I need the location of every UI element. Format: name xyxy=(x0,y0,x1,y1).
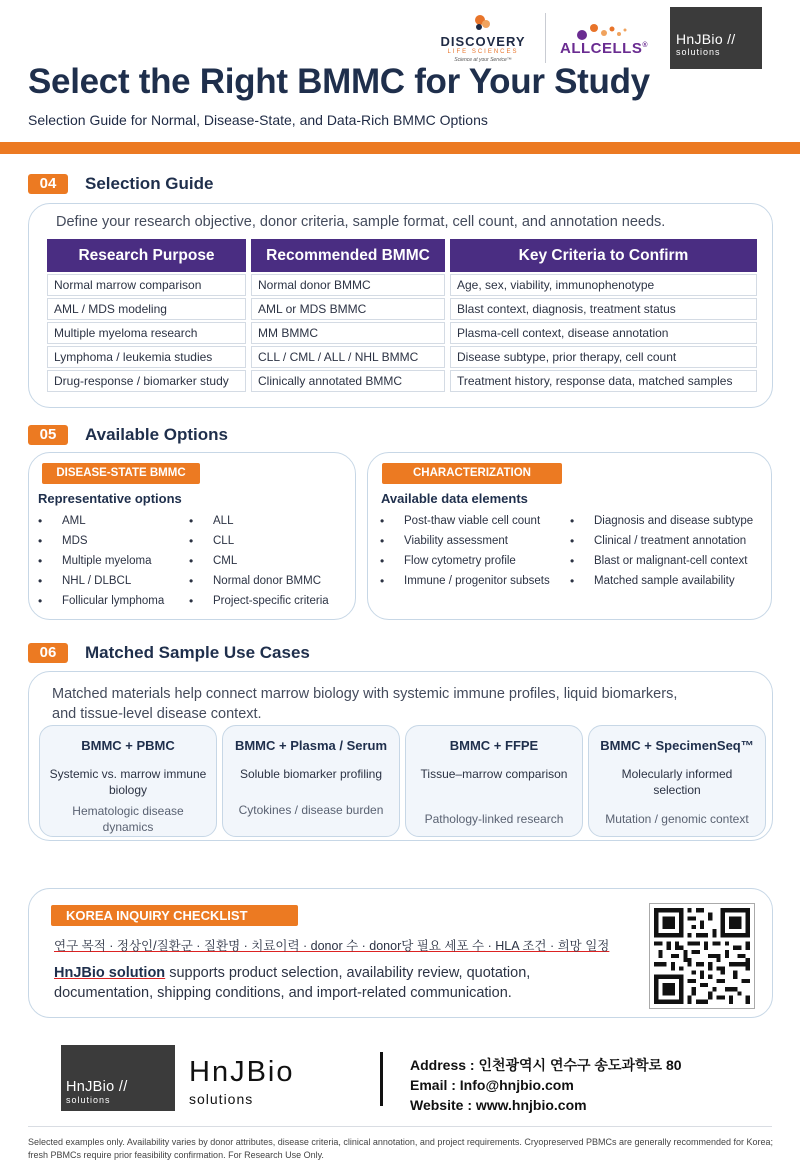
disease-state-panel xyxy=(28,452,356,620)
checklist-description: HnJBio solution supports product selection, availability review, quotation, documentation, shipping conditions, and import-related communication. xyxy=(54,965,531,1001)
table-cell: Multiple myeloma research xyxy=(47,322,246,344)
section-number: 04 xyxy=(28,174,68,194)
table-header: Key Criteria to Confirm xyxy=(450,239,757,272)
guide-table xyxy=(47,239,757,392)
allcells-logo xyxy=(560,13,656,63)
table-cell: AML / MDS modeling xyxy=(47,298,246,320)
section-number: 06 xyxy=(28,643,68,663)
use-cases-panel xyxy=(28,671,773,841)
table-cell: Age, sex, viability, immunophenotype xyxy=(450,274,757,296)
checklist-badge: KOREA INQUIRY CHECKLIST xyxy=(51,905,298,926)
table-cell: Treatment history, response data, matched samples xyxy=(450,370,757,392)
column-recommended-bmmc xyxy=(251,239,445,392)
discovery-logo: DISCOVERY LIFE SCIENCES Science at your Service™ xyxy=(433,14,533,63)
column-key-criteria xyxy=(450,239,757,392)
table-cell: Lymphoma / leukemia studies xyxy=(47,346,246,368)
section-title: Available Options xyxy=(85,425,228,444)
discovery-mark-icon xyxy=(471,14,495,32)
use-case-title: BMMC + Plasma / Serum xyxy=(234,738,388,753)
characterization-list-right xyxy=(570,515,753,595)
column-research-purpose xyxy=(47,239,246,392)
section-title: Selection Guide xyxy=(85,174,214,193)
disease-state-subtitle: Representative options xyxy=(38,491,182,506)
table-cell: Normal donor BMMC xyxy=(251,274,445,296)
list-item: • CML xyxy=(189,555,329,575)
footer-brand: HnJBio solutions xyxy=(189,1056,295,1107)
list-item: • Multiple myeloma xyxy=(38,555,164,575)
use-case-card-ffpe xyxy=(405,725,583,837)
use-case-primary: Molecularly informed selection xyxy=(621,767,733,797)
table-header: Recommended BMMC xyxy=(251,239,445,272)
characterization-list-left xyxy=(380,515,550,595)
disease-list-right xyxy=(189,515,329,615)
logo-divider xyxy=(545,13,546,63)
list-item: • Diagnosis and disease subtype xyxy=(570,515,753,535)
use-case-title: BMMC + SpecimenSeq™ xyxy=(600,738,754,753)
list-item: • CLL xyxy=(189,535,329,555)
list-item: • AML xyxy=(38,515,164,535)
list-item: • Normal donor BMMC xyxy=(189,575,329,595)
use-case-title: BMMC + FFPE xyxy=(449,738,539,753)
section-header-use-cases xyxy=(28,643,310,663)
list-item: • Flow cytometry profile xyxy=(380,555,550,575)
table-cell: Blast context, diagnosis, treatment status xyxy=(450,298,757,320)
table-cell: Plasma-cell context, disease annotation xyxy=(450,322,757,344)
table-cell: AML or MDS BMMC xyxy=(251,298,445,320)
table-cell: Drug-response / biomarker study xyxy=(47,370,246,392)
use-case-secondary: Pathology-linked research xyxy=(424,812,564,826)
list-item: • Post-thaw viable cell count xyxy=(380,515,550,535)
guide-intro: Define your research objective, donor criteria, sample format, cell count, and annotation needs. xyxy=(56,214,666,230)
table-cell: MM BMMC xyxy=(251,322,445,344)
page-title: Select the Right BMMC for Your Study xyxy=(28,62,650,101)
use-case-primary: Soluble biomarker profiling xyxy=(239,767,383,781)
section-header-guide xyxy=(28,174,213,194)
table-cell: Disease subtype, prior therapy, cell count xyxy=(450,346,757,368)
list-item: • NHL / DLBCL xyxy=(38,575,164,595)
section-title: Matched Sample Use Cases xyxy=(85,643,310,662)
allcells-wordmark: ALLCELLS® xyxy=(560,40,648,57)
list-item: • Immune / progenitor subsets xyxy=(380,575,550,595)
page-subtitle: Selection Guide for Normal, Disease-State, and Data-Rich BMMC Options xyxy=(28,112,488,128)
use-case-card-plasma xyxy=(222,725,400,837)
list-item: • Viability assessment xyxy=(380,535,550,555)
list-item: • Project-specific criteria xyxy=(189,595,329,615)
footer-contact xyxy=(410,1055,682,1115)
list-item: • MDS xyxy=(38,535,164,555)
use-case-title: BMMC + PBMC xyxy=(81,738,175,753)
footer-website[interactable]: Website : www.hnjbio.com xyxy=(410,1097,587,1113)
footer-address: Address : 인천광역시 연수구 송도과학로 80 xyxy=(410,1057,682,1073)
checklist-brand: HnJBio solution xyxy=(54,965,166,981)
use-cases-intro: Matched materials help connect marrow biology with systemic immune profiles, liquid biomarkers, and tissue-level disease context. xyxy=(52,686,678,722)
footer-email[interactable]: Email : Info@hnjbio.com xyxy=(410,1077,574,1093)
allcells-dots-icon xyxy=(576,21,636,41)
accent-bar xyxy=(0,142,800,154)
table-cell: CLL / CML / ALL / NHL BMMC xyxy=(251,346,445,368)
hnjbio-logo: HnJBio // solutions xyxy=(670,7,762,69)
use-case-secondary: Mutation / genomic context xyxy=(605,812,749,826)
korea-checklist-panel xyxy=(28,888,773,1018)
qr-code-icon[interactable] xyxy=(649,903,755,1009)
table-header: Research Purpose xyxy=(47,239,246,272)
use-case-card-pbmc xyxy=(39,725,217,837)
list-item: • ALL xyxy=(189,515,329,535)
use-case-primary: Systemic vs. marrow immune biology xyxy=(49,767,207,797)
characterization-badge: CHARACTERIZATION xyxy=(382,463,562,484)
use-case-card-specimenseq xyxy=(588,725,766,837)
disease-state-badge: DISEASE-STATE BMMC xyxy=(42,463,200,484)
list-item: • Blast or malignant-cell context xyxy=(570,555,753,575)
list-item: • Matched sample availability xyxy=(570,575,753,595)
checklist-items: 연구 목적 · 정상인/질환군 · 질환명 · 치료이력 · donor 수 · donor당 필요 세포 수 · HLA 조건 · 희망 일정 xyxy=(54,939,610,953)
use-case-secondary: Hematologic disease dynamics xyxy=(72,804,184,834)
footer-hnjbio-logo: HnJBio // solutions xyxy=(61,1045,175,1111)
list-item: • Clinical / treatment annotation xyxy=(570,535,753,555)
use-case-secondary: Cytokines / disease burden xyxy=(238,803,384,817)
disease-list-left xyxy=(38,515,164,615)
footer-disclaimer: Selected examples only. Availability varies by donor attributes, disease criteria, clinical annotation, and project requirements. Cryopreserved PBMCs are generally recommended for Korea; fresh PBMCs require prior feasibility confirmation. For Research Use Only. xyxy=(28,1137,774,1160)
characterization-panel xyxy=(367,452,772,620)
footer-divider xyxy=(380,1052,383,1106)
section-number: 05 xyxy=(28,425,68,445)
characterization-subtitle: Available data elements xyxy=(381,491,528,506)
table-cell: Normal marrow comparison xyxy=(47,274,246,296)
partner-logos xyxy=(433,6,762,70)
table-cell: Clinically annotated BMMC xyxy=(251,370,445,392)
list-item: • Follicular lymphoma xyxy=(38,595,164,615)
section-header-options xyxy=(28,425,228,445)
selection-guide-panel xyxy=(28,203,773,408)
use-case-primary: Tissue–marrow comparison xyxy=(420,767,568,781)
footer-rule xyxy=(28,1126,772,1127)
